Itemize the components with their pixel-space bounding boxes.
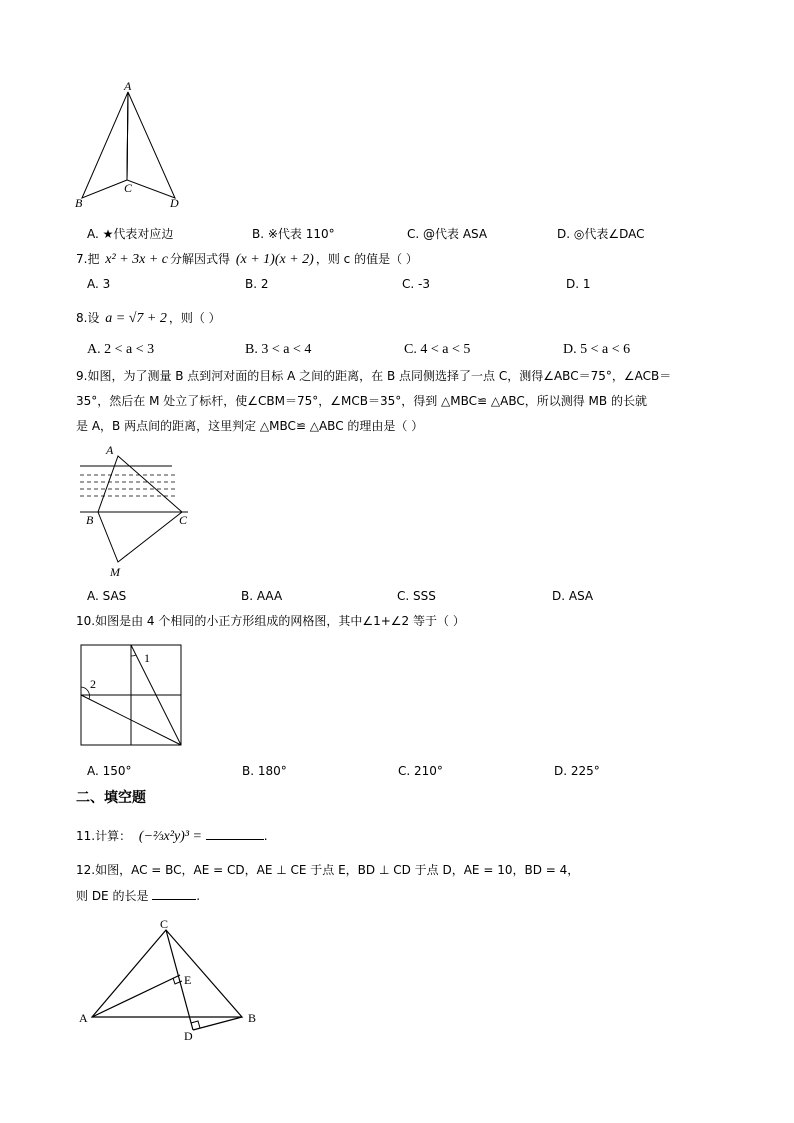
q7-option-c[interactable]: C. -3 <box>402 277 430 291</box>
q9-label-c: C <box>179 513 188 527</box>
q10-option-c[interactable]: C. 210° <box>398 764 443 778</box>
q9-text-line-2: 35°，然后在 M 处立了标杆，使∠CBM＝75°，∠MCB＝35°，得到 △MBC≌ △ABC，所以测得 MB 的长就 <box>76 394 647 408</box>
q8-suffix: ，则（ ） <box>168 311 221 325</box>
triangle-adc <box>127 92 175 198</box>
q9-option-d[interactable]: D. ASA <box>552 589 594 603</box>
q7-expr2: (x + 1)(x + 2) <box>235 252 314 267</box>
q12-label-c: C <box>160 917 169 931</box>
q7-option-a[interactable]: A. 3 <box>87 277 111 291</box>
q10-grid-figure <box>80 644 184 748</box>
q6-option-a[interactable]: A. ★代表对应边 <box>87 227 174 241</box>
q9-label-a: A <box>106 443 114 457</box>
q12-answer-blank[interactable] <box>152 899 196 900</box>
q10-label-1: 1 <box>144 651 150 665</box>
q11-prefix: 11.计算： <box>76 829 132 843</box>
q10-text: 10.如图是由 4 个相同的小正方形组成的网格图，其中∠1+∠2 等于（ ） <box>76 614 465 628</box>
q8-option-d[interactable]: D. 5 < a < 6 <box>563 342 631 357</box>
q9-label-b: B <box>86 513 94 527</box>
q10-label-2: 2 <box>90 677 96 691</box>
q9-label-m: M <box>110 565 120 579</box>
q7-option-b[interactable]: B. 2 <box>245 277 269 291</box>
q7-prefix: 7.把 <box>76 252 100 266</box>
q9-text-line-3: 是 A，B 两点间的距离，这里判定 △MBC≌ △ABC 的理由是（ ） <box>76 419 424 433</box>
q12-line2-prefix: 则 DE 的长是 <box>76 889 149 903</box>
q7-expr1: x² + 3x + c <box>105 252 169 267</box>
q12-line2-suffix: . <box>196 889 201 903</box>
q6-label-a: A <box>124 79 132 93</box>
q10-option-d[interactable]: D. 225° <box>554 764 600 778</box>
q8-expr: a = √7 + 2 <box>105 311 167 326</box>
triangle-abc <box>82 92 128 198</box>
triangle-abc <box>92 930 242 1017</box>
question-8 <box>76 310 221 327</box>
q11-answer-blank[interactable] <box>206 839 264 840</box>
q12-label-d: D <box>184 1029 193 1043</box>
q12-figure <box>76 918 276 1043</box>
section-2-title: 二、填空题 <box>76 790 146 806</box>
q7-suffix: ，则 c 的值是（ ） <box>315 252 418 266</box>
q6-option-b[interactable]: B. ※代表 110° <box>252 227 335 241</box>
q6-figure <box>70 80 190 210</box>
q9-option-a[interactable]: A. SAS <box>87 589 127 603</box>
q9-figure <box>76 442 206 582</box>
q12-text-line-1: 12.如图，AC = BC，AE = CD，AE ⊥ CE 于点 E，BD ⊥ CD 于点 D，AE = 10，BD = 4， <box>76 863 580 877</box>
q12-label-b: B <box>248 1011 257 1025</box>
segment-ae <box>92 975 180 1017</box>
q10-option-b[interactable]: B. 180° <box>242 764 287 778</box>
q12-label-a: A <box>79 1011 88 1025</box>
q8-option-b[interactable]: B. 3 < a < 4 <box>245 342 312 357</box>
q12-label-e: E <box>184 973 192 987</box>
q8-option-c[interactable]: C. 4 < a < 5 <box>404 342 471 357</box>
q9-option-b[interactable]: B. AAA <box>241 589 283 603</box>
q8-option-a[interactable]: A. 2 < a < 3 <box>87 342 155 357</box>
q10-option-a[interactable]: A. 150° <box>87 764 132 778</box>
triangle-mbc <box>98 512 182 562</box>
segment-ac <box>127 92 128 180</box>
q9-option-c[interactable]: C. SSS <box>397 589 436 603</box>
q7-mid: 分解因式得 <box>170 252 231 266</box>
q7-option-d[interactable]: D. 1 <box>566 277 591 291</box>
q6-option-d[interactable]: D. ◎代表∠DAC <box>557 227 645 241</box>
segment-bd <box>193 1017 242 1030</box>
q8-prefix: 8.设 <box>76 311 100 325</box>
triangle-abc <box>98 456 182 512</box>
q6-label-c: C <box>124 181 133 195</box>
question-12-line-2 <box>76 888 200 904</box>
q6-label-b: B <box>75 196 83 210</box>
question-7 <box>76 251 418 268</box>
q6-option-c[interactable]: C. @代表 ASA <box>407 227 488 241</box>
question-11 <box>76 828 268 845</box>
angle-1-arc <box>131 655 136 656</box>
q11-suffix: . <box>263 829 268 843</box>
q9-text-line-1: 9.如图，为了测量 B 点到河对面的目标 A 之间的距离，在 B 点同侧选择了一点 C，测得∠ABC＝75°，∠ACB＝ <box>76 369 672 383</box>
q11-expr: (−⅔x²y)³ = <box>138 829 202 844</box>
q6-label-d: D <box>170 196 179 210</box>
